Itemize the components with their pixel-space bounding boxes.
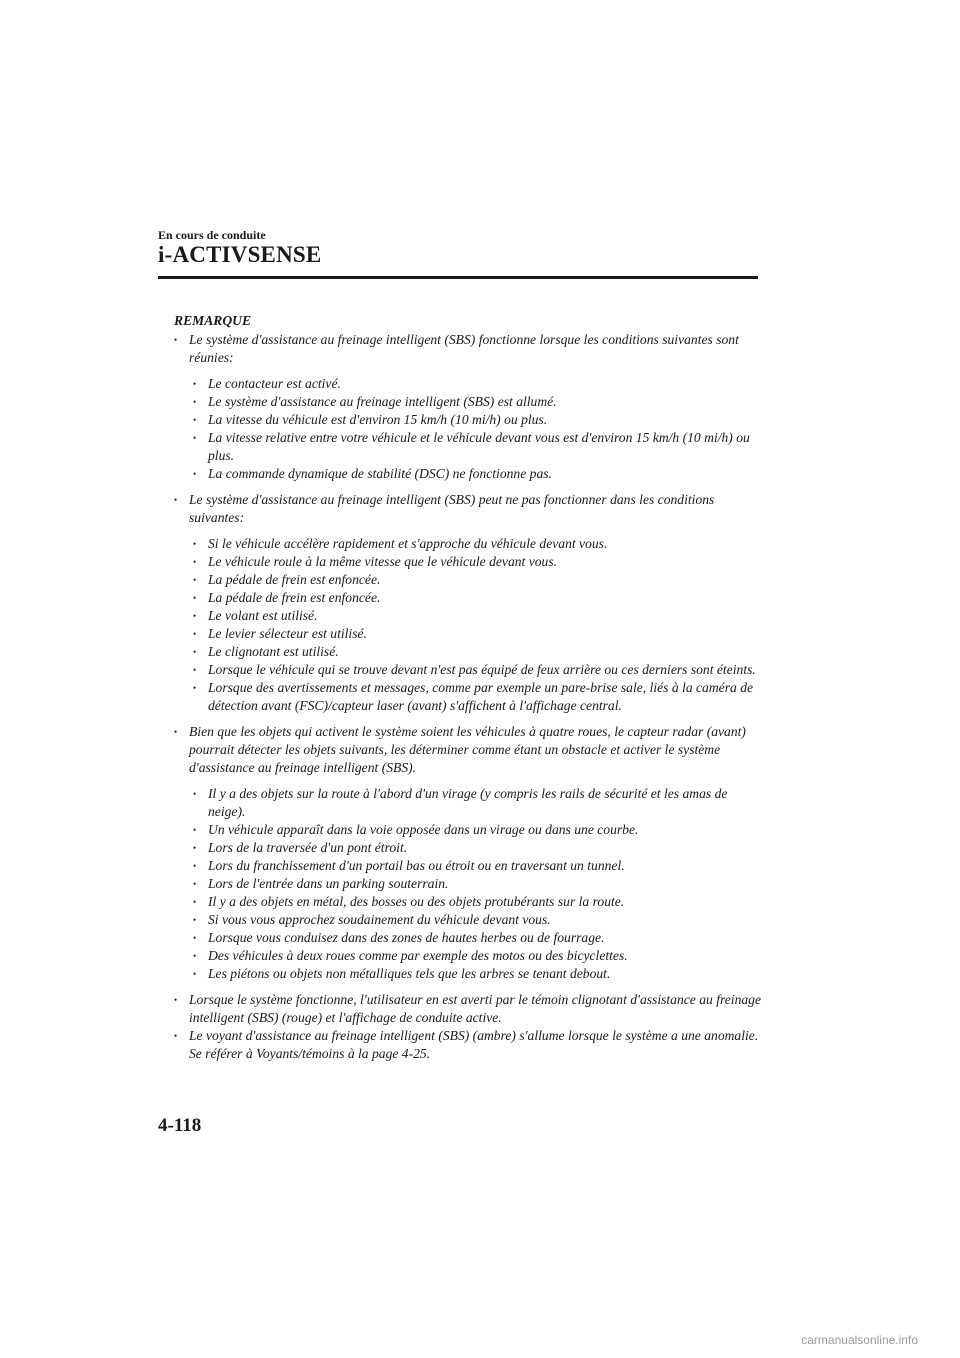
sub-bullet-item: • Le contacteur est activé. bbox=[158, 375, 762, 393]
sub-bullet-item: • Lors du franchissement d'un portail bas ou étroit ou en traversant un tunnel. bbox=[158, 857, 762, 875]
sub-bullet-item: • La vitesse du véhicule est d'environ 15 km/h (10 mi/h) ou plus. bbox=[158, 411, 762, 429]
page-number: 4-118 bbox=[158, 1115, 202, 1136]
note-group bbox=[158, 331, 762, 483]
sub-bullet-item: • Si le véhicule accélère rapidement et s'approche du véhicule devant vous. bbox=[158, 535, 762, 553]
note-group bbox=[158, 491, 762, 715]
bullet-item: • Lorsque le système fonctionne, l'utilisateur en est averti par le témoin clignotant d'assistance au freinage intelligent (SBS) (rouge) et l'affichage de conduite active. bbox=[158, 991, 762, 1027]
bullet-item: • Le voyant d'assistance au freinage intelligent (SBS) (ambre) s'allume lorsque le système a une anomalie. Se référer à Voyants/témoins à la page 4-25. bbox=[158, 1027, 762, 1063]
bullet-item: • Bien que les objets qui activent le système soient les véhicules à quatre roues, le capteur radar (avant) pourrait détecter les objets suivants, les déterminer comme étant un obstacle et activer le système d'assistance au freinage intelligent (SBS). bbox=[158, 723, 762, 777]
sub-list bbox=[158, 785, 762, 983]
sub-bullet-item: • Lorsque des avertissements et messages, comme par exemple un pare-brise sale, liés à la caméra de détection avant (FSC)/capteur laser (avant) s'affichent à l'affichage central. bbox=[158, 679, 762, 715]
section-label: En cours de conduite bbox=[158, 228, 266, 242]
note-group bbox=[158, 723, 762, 983]
note-block bbox=[158, 312, 762, 1063]
bullet-item: • Le système d'assistance au freinage intelligent (SBS) peut ne pas fonctionner dans les conditions suivantes: bbox=[158, 491, 762, 527]
sub-list bbox=[158, 375, 762, 483]
sub-bullet-item: • Il y a des objets sur la route à l'abord d'un virage (y compris les rails de sécurité et les amas de neige). bbox=[158, 785, 762, 821]
sub-bullet-item: • Un véhicule apparaît dans la voie opposée dans un virage ou dans une courbe. bbox=[158, 821, 762, 839]
sub-bullet-item: • Lorsque le véhicule qui se trouve devant n'est pas équipé de feux arrière ou ces derniers sont éteints. bbox=[158, 661, 762, 679]
sub-bullet-item: • Le volant est utilisé. bbox=[158, 607, 762, 625]
final-list bbox=[158, 991, 762, 1063]
sub-bullet-item: • Lors de la traversée d'un pont étroit. bbox=[158, 839, 762, 857]
page-title: i-ACTIVSENSE bbox=[158, 242, 322, 267]
sub-bullet-item: • La commande dynamique de stabilité (DSC) ne fonctionne pas. bbox=[158, 465, 762, 483]
sub-bullet-item: • Si vous vous approchez soudainement du véhicule devant vous. bbox=[158, 911, 762, 929]
header-rule bbox=[158, 276, 758, 279]
sub-bullet-item: • Des véhicules à deux roues comme par exemple des motos ou des bicyclettes. bbox=[158, 947, 762, 965]
note-label: REMARQUE bbox=[174, 313, 252, 328]
sub-bullet-item: • Le levier sélecteur est utilisé. bbox=[158, 625, 762, 643]
watermark: carmanualsonline.info bbox=[801, 1333, 918, 1347]
sub-bullet-item: • Lors de l'entrée dans un parking souterrain. bbox=[158, 875, 762, 893]
bullet-item: • Le système d'assistance au freinage intelligent (SBS) fonctionne lorsque les conditions suivantes sont réunies: bbox=[158, 331, 762, 367]
sub-bullet-item: • Il y a des objets en métal, des bosses ou des objets protubérants sur la route. bbox=[158, 893, 762, 911]
sub-list bbox=[158, 535, 762, 715]
sub-bullet-item: • Le système d'assistance au freinage intelligent (SBS) est allumé. bbox=[158, 393, 762, 411]
sub-bullet-item: • La vitesse relative entre votre véhicule et le véhicule devant vous est d'environ 15 km/h (10 mi/h) ou plus. bbox=[158, 429, 762, 465]
sub-bullet-item: • La pédale de frein est enfoncée. bbox=[158, 589, 762, 607]
sub-bullet-item: • La pédale de frein est enfoncée. bbox=[158, 571, 762, 589]
sub-bullet-item: • Le véhicule roule à la même vitesse que le véhicule devant vous. bbox=[158, 553, 762, 571]
sub-bullet-item: • Lorsque vous conduisez dans des zones de hautes herbes ou de fourrage. bbox=[158, 929, 762, 947]
sub-bullet-item: • Le clignotant est utilisé. bbox=[158, 643, 762, 661]
sub-bullet-item: • Les piétons ou objets non métalliques tels que les arbres se tenant debout. bbox=[158, 965, 762, 983]
